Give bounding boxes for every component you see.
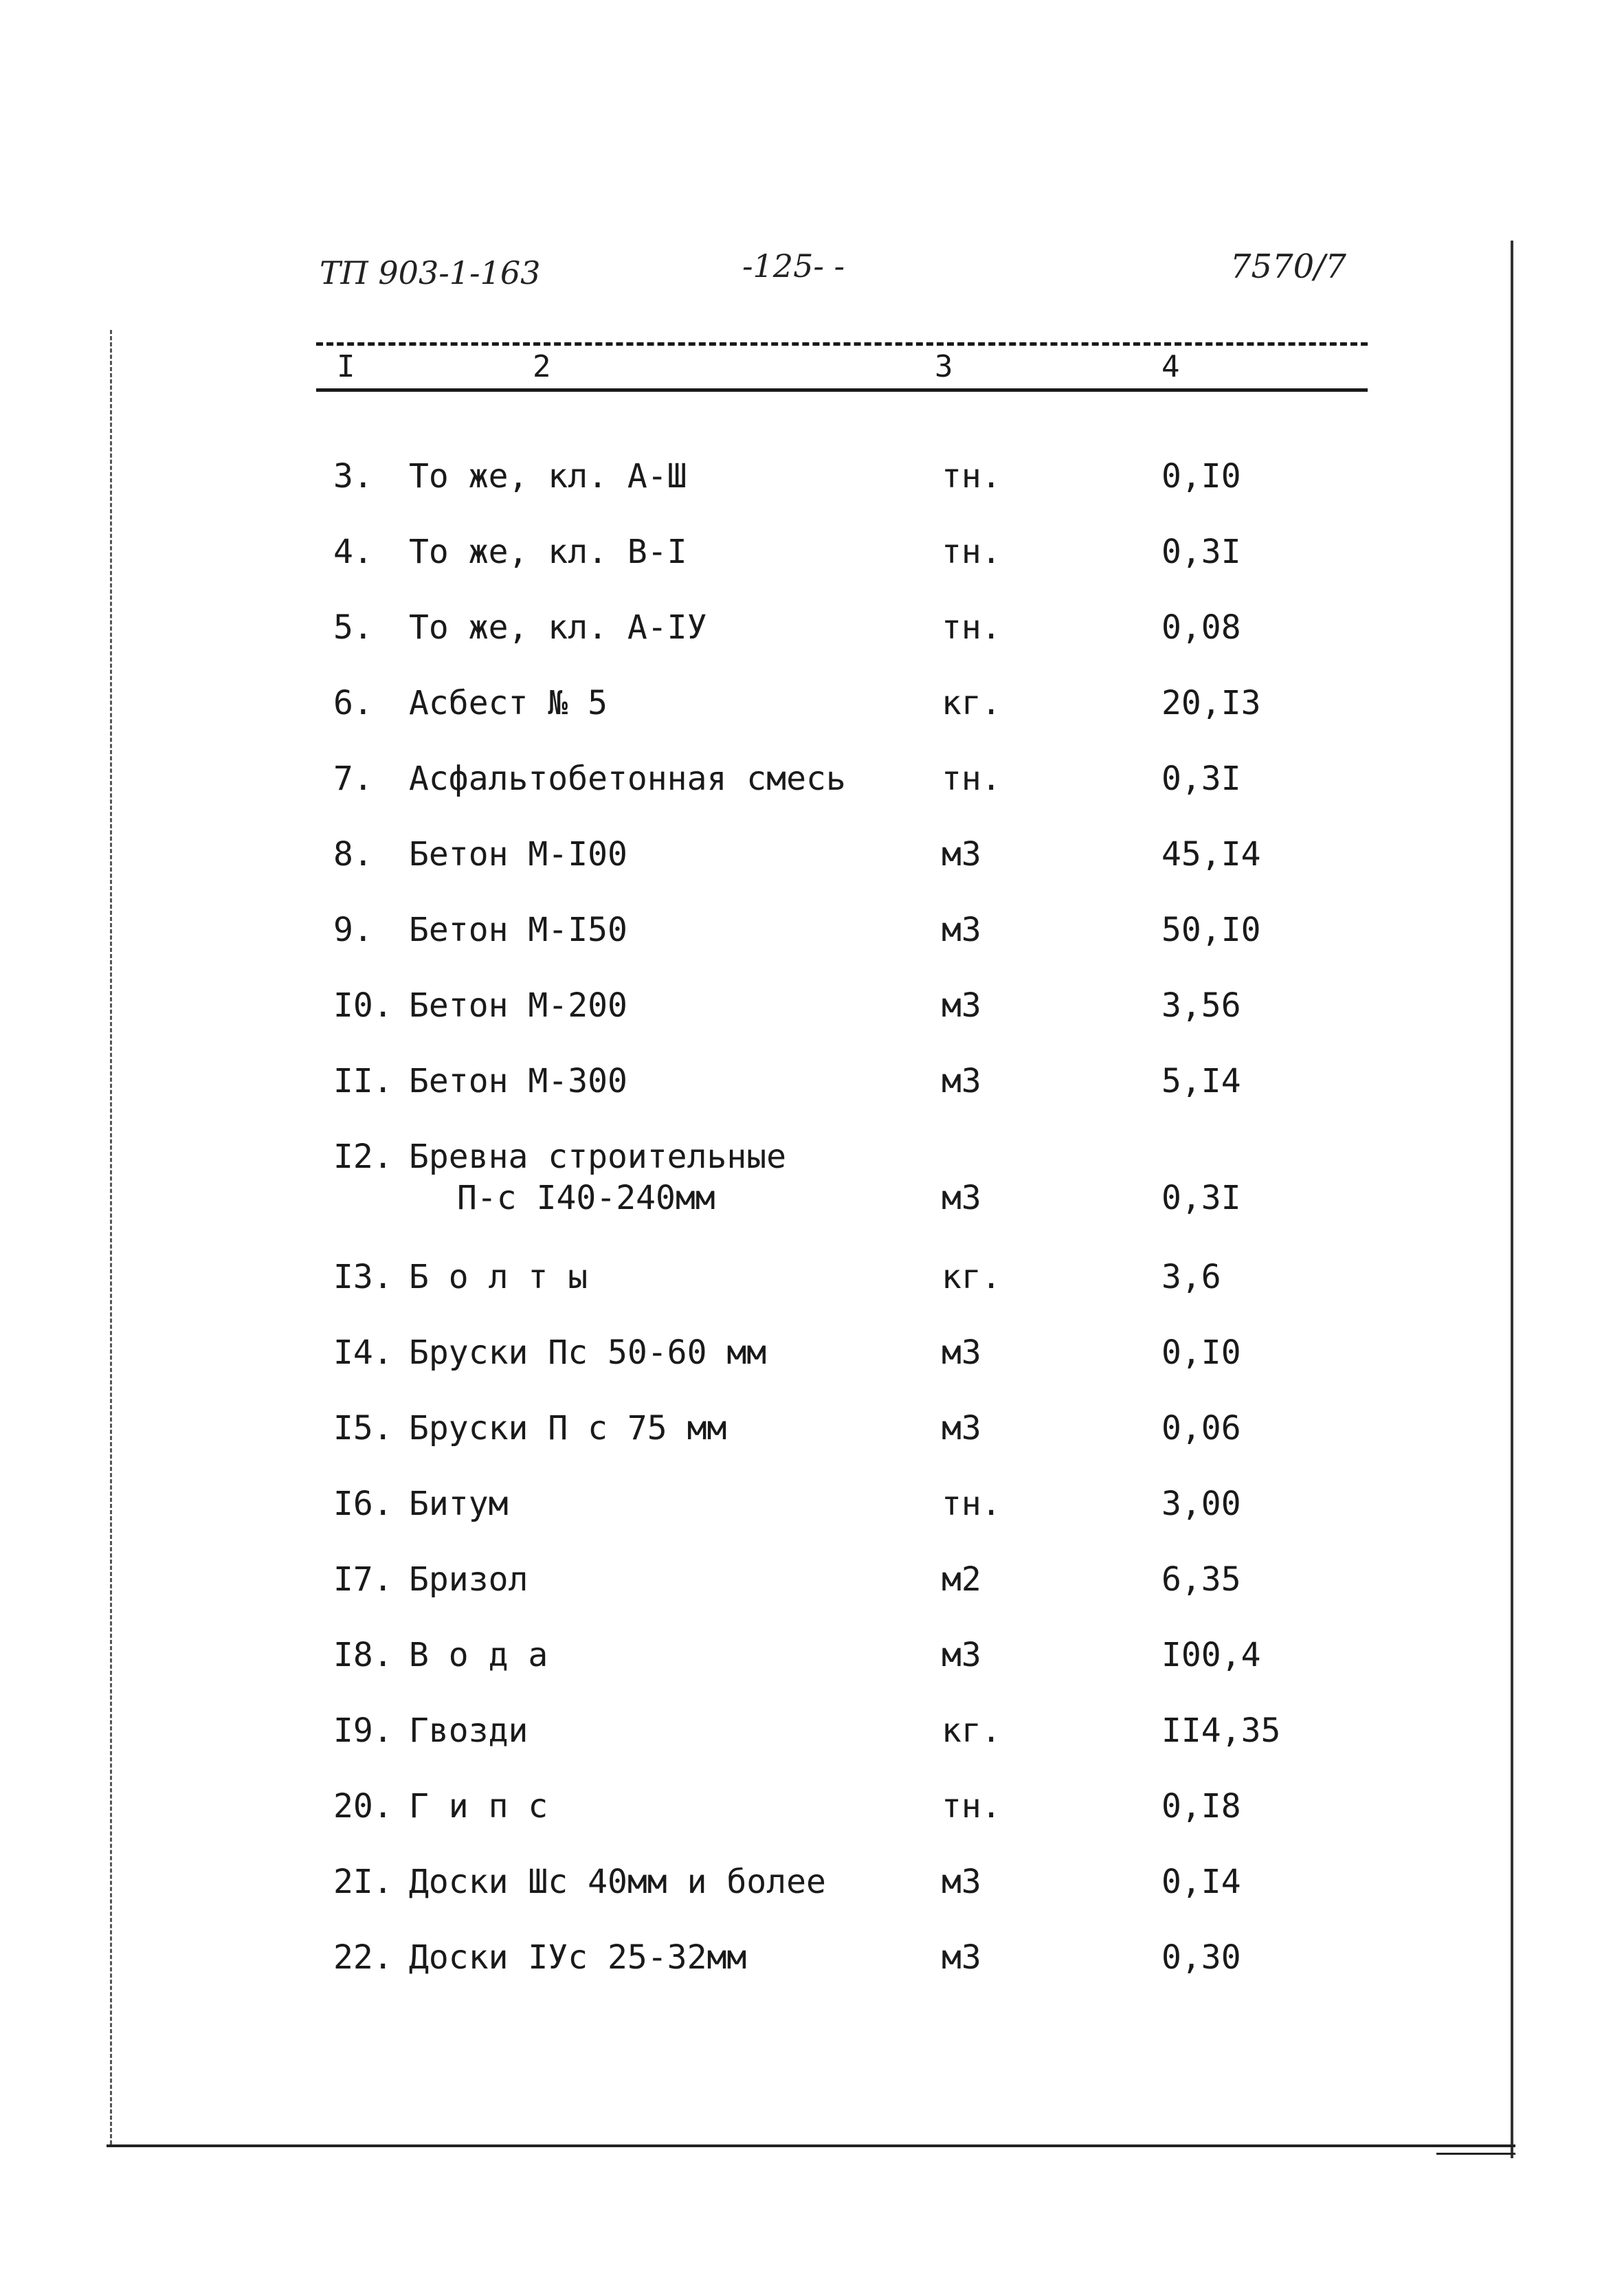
quantity: 45,I4 — [1161, 835, 1261, 874]
quantity: 50,I0 — [1161, 911, 1261, 949]
table-row — [0, 1863, 1624, 1938]
table-row — [0, 911, 1624, 986]
unit: тн. — [942, 457, 1001, 496]
unit: тн. — [942, 759, 1001, 798]
unit: м3 — [942, 1333, 981, 1372]
unit: кг. — [942, 1711, 1001, 1750]
row-number: 2I. — [333, 1863, 393, 1901]
quantity: 3,00 — [1161, 1485, 1241, 1523]
table-row — [0, 1938, 1624, 2014]
table-row — [0, 1636, 1624, 1711]
table-row — [0, 533, 1624, 608]
quantity: I00,4 — [1161, 1636, 1261, 1674]
column-header-1: I — [337, 349, 355, 384]
material-name: То же, кл. В-I — [409, 533, 687, 571]
column-header-4: 4 — [1161, 349, 1180, 384]
quantity: 0,3I — [1161, 759, 1241, 798]
material-name: Битум — [409, 1485, 509, 1523]
material-name: Бетон М-I00 — [409, 835, 627, 874]
quantity: II4,35 — [1161, 1711, 1281, 1750]
unit: м3 — [942, 911, 981, 949]
quantity: 0,3I — [1161, 1179, 1241, 1217]
row-number: 22. — [333, 1938, 393, 1977]
document-code: ТП 903-1-163 — [320, 254, 541, 291]
column-header-3: 3 — [935, 349, 953, 384]
row-number: I9. — [333, 1711, 393, 1750]
quantity: 0,3I — [1161, 533, 1241, 571]
material-name: В о д а — [409, 1636, 548, 1674]
material-name: Бревна строительные — [409, 1138, 787, 1176]
unit: м3 — [942, 986, 981, 1025]
unit: тн. — [942, 533, 1001, 571]
table-row — [0, 1333, 1624, 1409]
table-row — [0, 835, 1624, 911]
material-name: Асфальтобетонная смесь — [409, 759, 846, 798]
table-row — [0, 986, 1624, 1062]
unit: м3 — [942, 1636, 981, 1674]
table-row — [0, 1138, 1624, 1258]
quantity: 0,06 — [1161, 1409, 1241, 1448]
row-number: 4. — [333, 533, 373, 571]
row-number: I8. — [333, 1636, 393, 1674]
quantity: 6,35 — [1161, 1560, 1241, 1599]
table-row — [0, 1062, 1624, 1138]
material-name: Бетон М-300 — [409, 1062, 627, 1100]
quantity: 5,I4 — [1161, 1062, 1241, 1100]
row-number: I7. — [333, 1560, 393, 1599]
row-number: 9. — [333, 911, 373, 949]
material-name: То же, кл. А-Ш — [409, 457, 687, 496]
quantity: 0,I0 — [1161, 1333, 1241, 1372]
unit: тн. — [942, 1787, 1001, 1826]
unit: м3 — [942, 1938, 981, 1977]
sheet-reference: 7570/7 — [1230, 247, 1346, 286]
unit: кг. — [942, 1258, 1001, 1296]
table-header-top-rule — [316, 342, 1368, 346]
unit: м3 — [942, 1409, 981, 1448]
column-header-2: 2 — [533, 349, 551, 384]
quantity: 0,08 — [1161, 608, 1241, 647]
row-number: 5. — [333, 608, 373, 647]
quantity: 0,30 — [1161, 1938, 1241, 1977]
unit: тн. — [942, 608, 1001, 647]
page-number: -125- - — [742, 247, 845, 285]
unit: м3 — [942, 1863, 981, 1901]
material-name: Бетон М-200 — [409, 986, 627, 1025]
row-number: 7. — [333, 759, 373, 798]
table-row — [0, 684, 1624, 759]
material-name: Бризол — [409, 1560, 529, 1599]
quantity: 3,56 — [1161, 986, 1241, 1025]
row-number: I5. — [333, 1409, 393, 1448]
table-row — [0, 1787, 1624, 1863]
quantity: 0,I8 — [1161, 1787, 1241, 1826]
row-number: II. — [333, 1062, 393, 1100]
unit: м3 — [942, 1179, 981, 1217]
material-name: То же, кл. А-IУ — [409, 608, 707, 647]
table-row — [0, 608, 1624, 684]
unit: тн. — [942, 1485, 1001, 1523]
material-name: Асбест № 5 — [409, 684, 608, 722]
quantity: 3,6 — [1161, 1258, 1221, 1296]
table-row — [0, 759, 1624, 835]
row-number: I6. — [333, 1485, 393, 1523]
table-header-bottom-rule — [316, 388, 1368, 392]
material-name: Гвозди — [409, 1711, 529, 1750]
row-number: 8. — [333, 835, 373, 874]
table-row — [0, 1711, 1624, 1787]
material-name: Б о л т ы — [409, 1258, 588, 1296]
materials-table — [0, 457, 1624, 2014]
bottom-frame-line — [107, 2144, 1515, 2147]
table-row — [0, 457, 1624, 533]
row-number: 20. — [333, 1787, 393, 1826]
row-number: I3. — [333, 1258, 393, 1296]
row-number: 6. — [333, 684, 373, 722]
material-name: Доски IУс 25-32мм — [409, 1938, 747, 1977]
material-name: Бруски Пс 50-60 мм — [409, 1333, 767, 1372]
unit: м3 — [942, 835, 981, 874]
unit: кг. — [942, 684, 1001, 722]
material-name: Бетон М-I50 — [409, 911, 627, 949]
table-row — [0, 1258, 1624, 1333]
material-name-continuation: П-с I40-240мм — [457, 1179, 715, 1217]
unit: м3 — [942, 1062, 981, 1100]
table-row — [0, 1485, 1624, 1560]
row-number: I2. — [333, 1138, 393, 1176]
material-name: Доски Шс 40мм и более — [409, 1863, 826, 1901]
material-name: Бруски П с 75 мм — [409, 1409, 727, 1448]
row-number: I0. — [333, 986, 393, 1025]
material-name: Г и п с — [409, 1787, 548, 1826]
quantity: 0,I0 — [1161, 457, 1241, 496]
quantity: 20,I3 — [1161, 684, 1261, 722]
table-row — [0, 1560, 1624, 1636]
table-row — [0, 1409, 1624, 1485]
bottom-frame-line-offset — [1436, 2153, 1515, 2155]
unit: м2 — [942, 1560, 981, 1599]
quantity: 0,I4 — [1161, 1863, 1241, 1901]
row-number: I4. — [333, 1333, 393, 1372]
row-number: 3. — [333, 457, 373, 496]
